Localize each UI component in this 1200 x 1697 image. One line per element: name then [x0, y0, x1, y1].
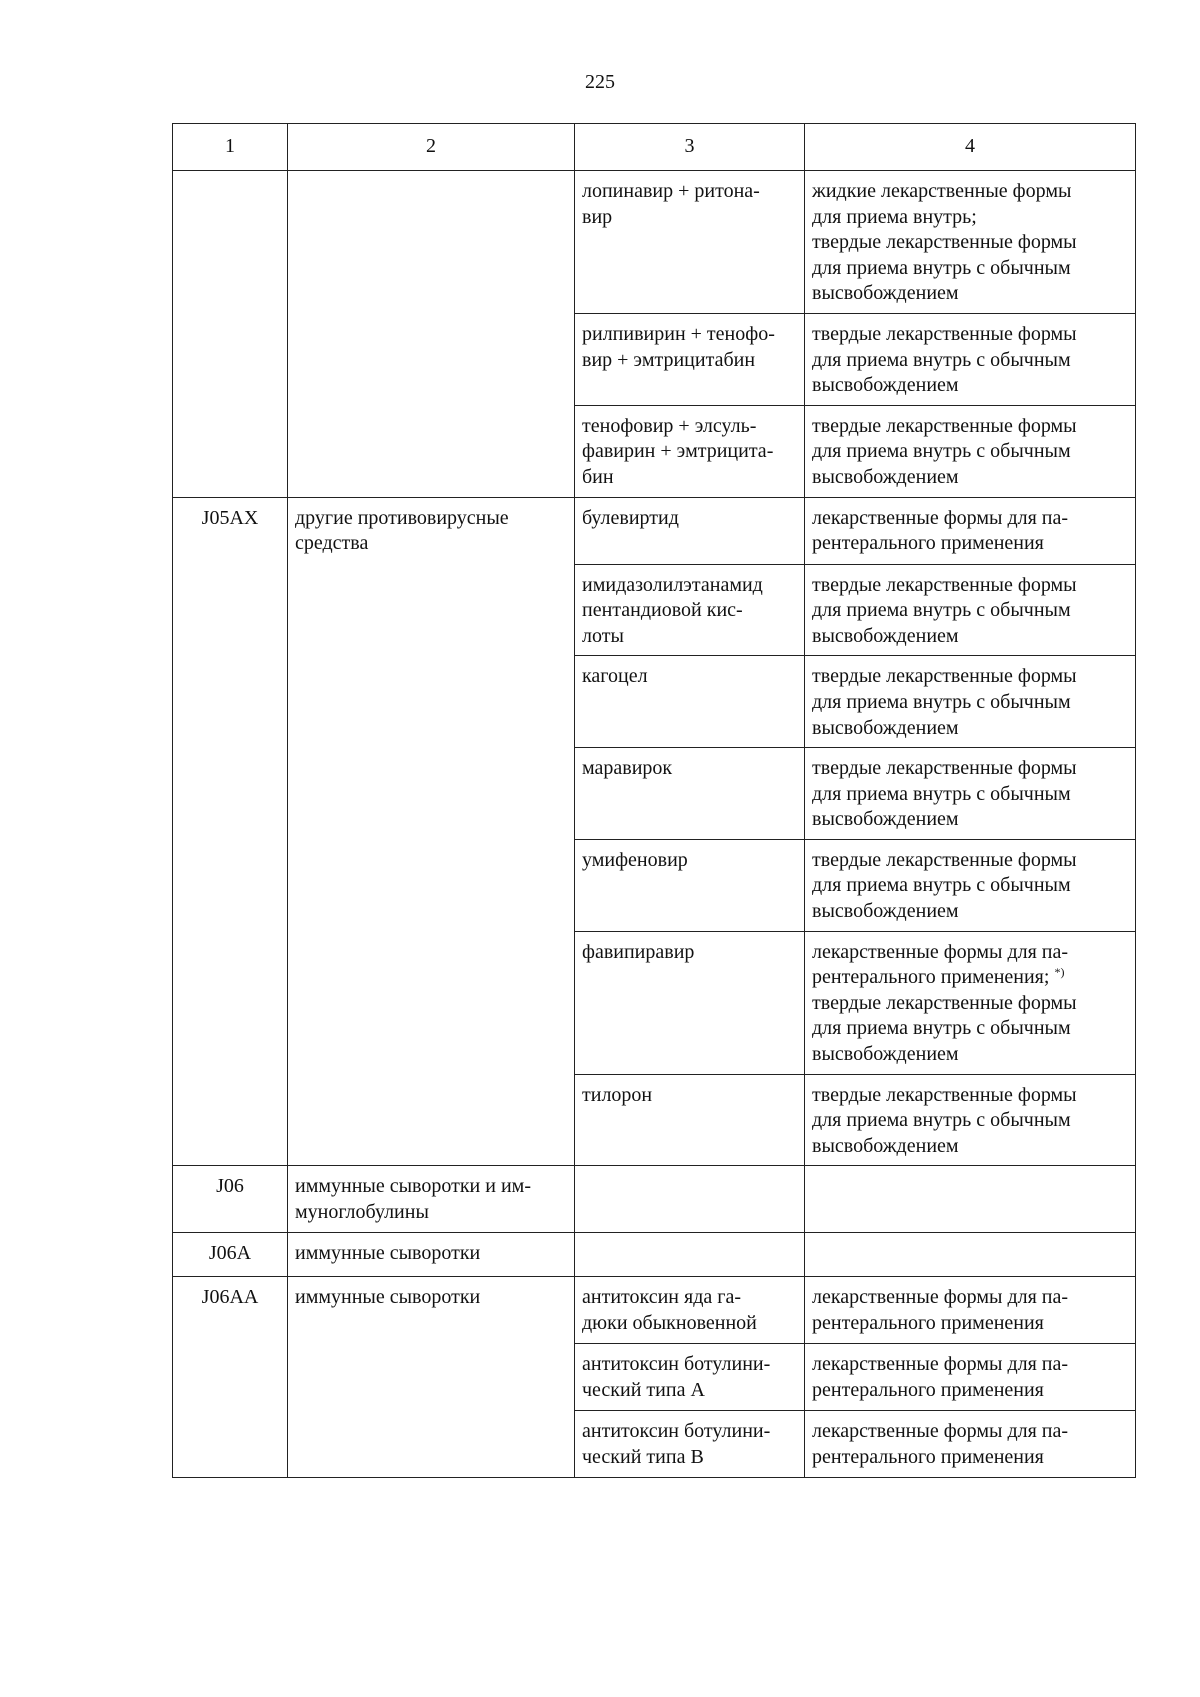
dosage-form-cell: твердые лекарственные формы для приема внутрь с обычным высвобождением — [805, 564, 1136, 656]
table-row — [173, 171, 1136, 314]
column-header-1: 1 — [173, 124, 288, 171]
dosage-form-cell: жидкие лекарственные формы для приема внутрь; твердые лекарственные формы для приема внутрь с обычным высвобождением — [805, 171, 1136, 314]
dosage-form-cell: твердые лекарственные формы для приема внутрь с обычным высвобождением — [805, 748, 1136, 840]
drug-name-cell: рилпивирин + тенофо- вир + эмтрицитабин — [575, 313, 805, 405]
group-name-cell: иммунные сыворотки — [288, 1277, 575, 1478]
dosage-form-cell — [805, 931, 1136, 1074]
table-body — [173, 171, 1136, 1478]
atc-code-cell: J06AA — [173, 1277, 288, 1478]
dosage-form-text: твердые лекарственные формы для приема внутрь с обычным высвобождением — [812, 991, 1077, 1066]
drug-name-cell: маравирок — [575, 748, 805, 840]
group-name-cell: иммунные сыворотки и им- муноглобулины — [288, 1166, 575, 1233]
column-header-4: 4 — [805, 124, 1136, 171]
table-row — [173, 1277, 1136, 1344]
page-number: 225 — [585, 71, 615, 93]
drug-name-cell: антитоксин яда га- дюки обыкновенной — [575, 1277, 805, 1344]
dosage-form-cell: твердые лекарственные формы для приема внутрь с обычным высвобождением — [805, 313, 1136, 405]
drug-name-cell: имидазолилэтанамид пентандиовой кис- лоты — [575, 564, 805, 656]
dosage-form-text: лекарственные формы для па- рентерального применения; — [812, 940, 1069, 989]
drug-name-cell: лопинавир + ритона- вир — [575, 171, 805, 314]
group-name-cell — [288, 171, 575, 498]
dosage-form-cell: лекарственные формы для па- рентерального применения — [805, 1344, 1136, 1411]
dosage-form-cell: лекарственные формы для па- рентерального применения — [805, 497, 1136, 564]
table-row — [173, 1233, 1136, 1277]
drug-name-cell: антитоксин ботулини- ческий типа А — [575, 1344, 805, 1411]
drug-table — [172, 123, 1136, 1478]
dosage-form-cell: твердые лекарственные формы для приема внутрь с обычным высвобождением — [805, 405, 1136, 497]
header-row — [173, 124, 1136, 171]
drug-name-cell: антитоксин ботулини- ческий типа В — [575, 1411, 805, 1478]
dosage-form-cell: лекарственные формы для па- рентерального применения — [805, 1277, 1136, 1344]
atc-code-cell: J06A — [173, 1233, 288, 1277]
drug-name-cell: фавипиравир — [575, 931, 805, 1074]
dosage-form-cell: твердые лекарственные формы для приема внутрь с обычным высвобождением — [805, 1074, 1136, 1166]
dosage-form-cell — [805, 1166, 1136, 1233]
group-name-cell: другие противовирусные средства — [288, 497, 575, 1166]
drug-name-cell: тилорон — [575, 1074, 805, 1166]
dosage-form-cell: твердые лекарственные формы для приема внутрь с обычным высвобождением — [805, 656, 1136, 748]
table-row — [173, 1166, 1136, 1233]
drug-name-cell: тенофовир + элсуль- фавирин + эмтрицита- бин — [575, 405, 805, 497]
drug-name-cell: булевиртид — [575, 497, 805, 564]
drug-name-cell — [575, 1233, 805, 1277]
drug-name-cell — [575, 1166, 805, 1233]
atc-code-cell — [173, 171, 288, 498]
column-header-3: 3 — [575, 124, 805, 171]
footnote-marker: *) — [1054, 965, 1065, 980]
drug-name-cell: умифеновир — [575, 839, 805, 931]
dosage-form-cell: твердые лекарственные формы для приема внутрь с обычным высвобождением — [805, 839, 1136, 931]
dosage-form-cell: лекарственные формы для па- рентерального применения — [805, 1411, 1136, 1478]
atc-code-cell: J05AX — [173, 497, 288, 1166]
dosage-form-cell — [805, 1233, 1136, 1277]
drug-name-cell: кагоцел — [575, 656, 805, 748]
column-header-2: 2 — [288, 124, 575, 171]
table-row — [173, 497, 1136, 564]
group-name-cell: иммунные сыворотки — [288, 1233, 575, 1277]
atc-code-cell: J06 — [173, 1166, 288, 1233]
